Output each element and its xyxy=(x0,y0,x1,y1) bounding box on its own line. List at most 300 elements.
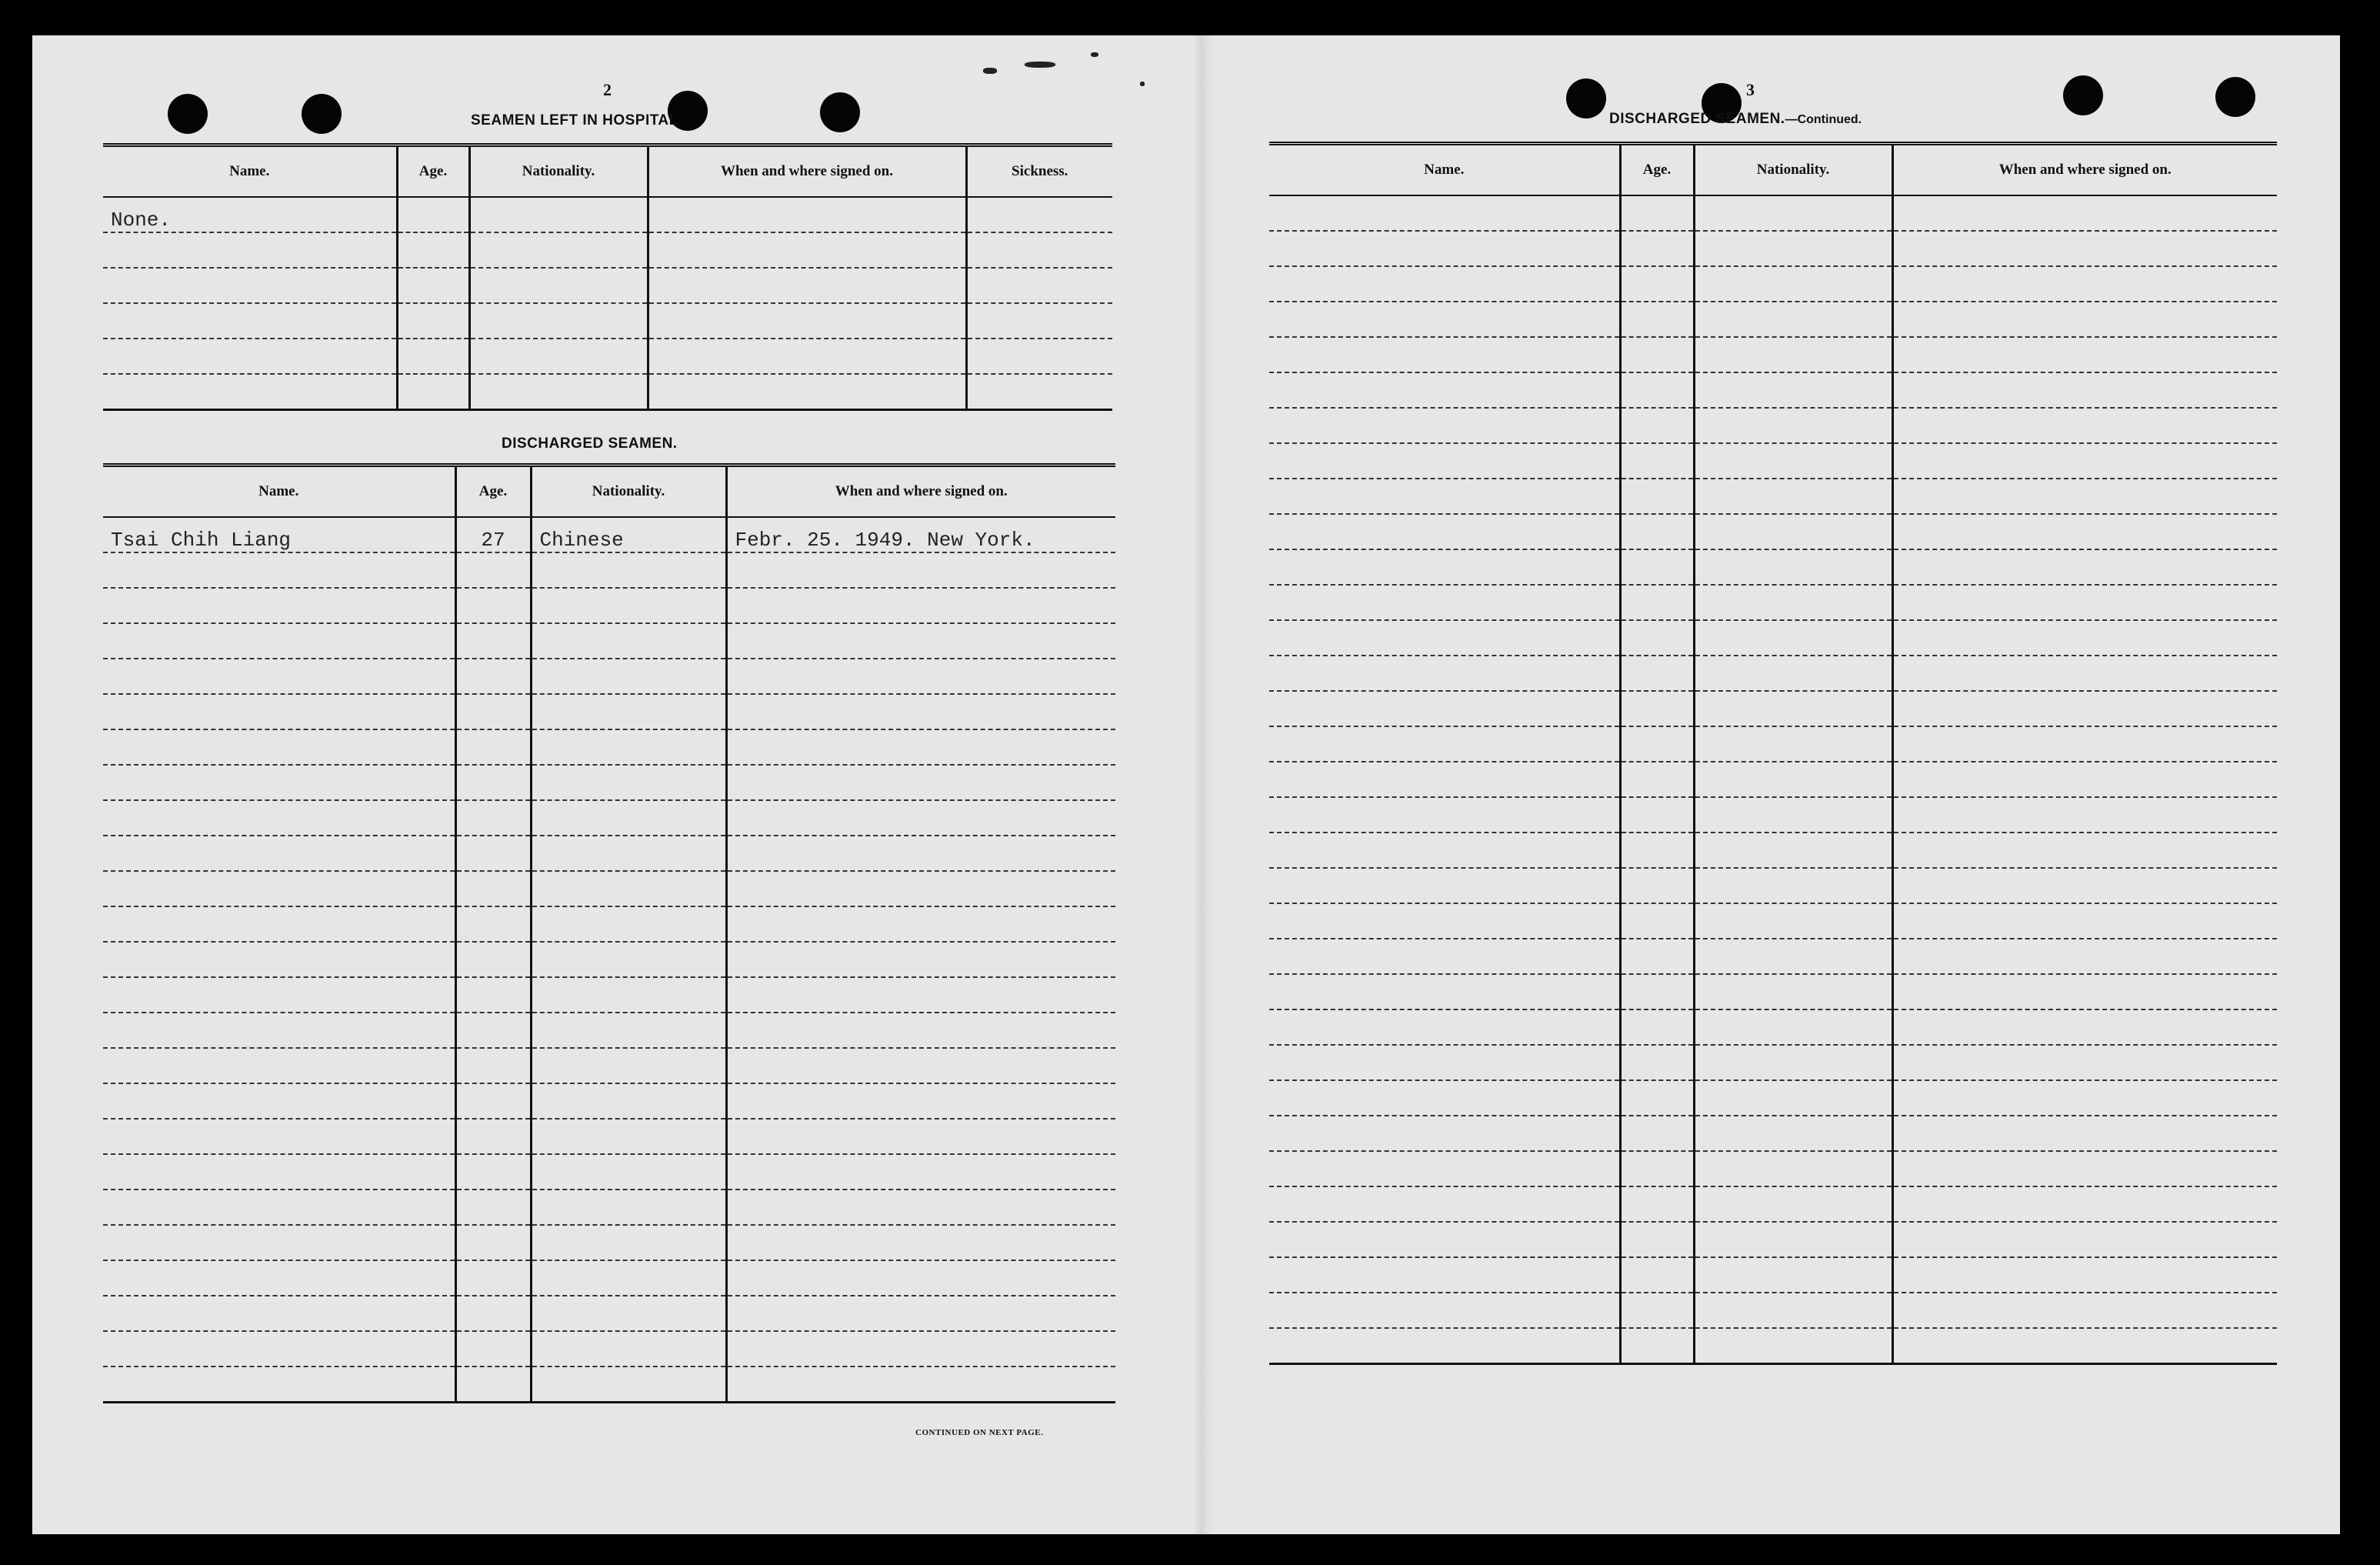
table-cell xyxy=(1892,337,2277,372)
table-cell xyxy=(1269,833,1620,868)
table-row xyxy=(103,268,1112,303)
hospital-table-header xyxy=(103,145,1112,198)
table-cell xyxy=(103,659,455,694)
table-cell xyxy=(1620,868,1694,903)
table-cell xyxy=(1620,443,1694,479)
table-cell xyxy=(103,1225,455,1260)
table-cell xyxy=(455,977,531,1013)
table-cell xyxy=(726,1190,1115,1225)
table-cell xyxy=(1694,549,1892,585)
table-cell xyxy=(1620,1080,1694,1116)
table-cell xyxy=(1694,1080,1892,1116)
table-cell xyxy=(455,588,531,623)
table-cell xyxy=(1269,443,1620,479)
column-header: Age. xyxy=(397,145,469,198)
table-cell xyxy=(648,303,966,339)
table-cell xyxy=(455,552,531,588)
binding-hole-icon xyxy=(820,92,860,132)
table-row xyxy=(1269,195,2277,231)
section-title-suffix: —Continued. xyxy=(1785,113,1862,126)
table-row xyxy=(103,552,1115,588)
table-cell xyxy=(1694,1186,1892,1222)
table-cell xyxy=(1269,762,1620,797)
table-cell xyxy=(726,1260,1115,1296)
table-cell xyxy=(726,1366,1115,1403)
table-row xyxy=(1269,479,2277,514)
table-cell xyxy=(455,765,531,800)
column-header: Nationality. xyxy=(531,465,726,518)
table-cell xyxy=(455,1225,531,1260)
table-cell xyxy=(103,232,397,268)
table-cell xyxy=(455,1119,531,1154)
table-cell xyxy=(1269,302,1620,337)
table-cell xyxy=(531,871,726,906)
table-cell xyxy=(1694,656,1892,691)
table-cell xyxy=(397,197,469,232)
table-cell xyxy=(726,659,1115,694)
hospital-section-title: SEAMEN LEFT IN HOSPITAL. xyxy=(471,112,683,128)
table-cell xyxy=(1620,479,1694,514)
table-row xyxy=(103,588,1115,623)
table-row xyxy=(103,197,1112,232)
table-row xyxy=(103,1190,1115,1225)
table-cell xyxy=(1620,1222,1694,1257)
table-row xyxy=(1269,656,2277,691)
table-row xyxy=(103,1260,1115,1296)
table-cell xyxy=(1620,656,1694,691)
table-cell xyxy=(1892,1186,2277,1222)
table-cell xyxy=(1892,1222,2277,1257)
table-cell xyxy=(1269,195,1620,231)
table-cell xyxy=(1694,372,1892,408)
table-cell xyxy=(531,942,726,977)
table-row xyxy=(103,977,1115,1013)
table-row xyxy=(1269,408,2277,443)
table-row xyxy=(103,1154,1115,1190)
table-row xyxy=(103,1119,1115,1154)
table-cell xyxy=(531,694,726,729)
table-cell xyxy=(103,871,455,906)
table-row xyxy=(1269,443,2277,479)
table-cell xyxy=(103,552,455,588)
table-cell xyxy=(103,1366,455,1403)
table-cell xyxy=(726,1154,1115,1190)
page-number: 2 xyxy=(603,80,612,99)
table-row xyxy=(103,1331,1115,1366)
table-row xyxy=(1269,797,2277,833)
table-cell xyxy=(103,268,397,303)
table-cell xyxy=(1892,620,2277,656)
table-cell xyxy=(531,1296,726,1331)
table-cell xyxy=(1269,797,1620,833)
table-cell xyxy=(1620,974,1694,1009)
table-row xyxy=(103,374,1112,410)
table-cell xyxy=(726,623,1115,659)
table-row xyxy=(1269,726,2277,762)
column-header: When and where signed on. xyxy=(1892,144,2277,196)
table-cell xyxy=(103,1083,455,1119)
table-row xyxy=(103,659,1115,694)
table-cell xyxy=(1892,691,2277,726)
table-cell xyxy=(1269,1151,1620,1186)
table-cell xyxy=(531,906,726,942)
table-row xyxy=(1269,514,2277,549)
table-cell xyxy=(1694,939,1892,974)
table-cell xyxy=(1694,903,1892,939)
table-row xyxy=(1269,337,2277,372)
table-row xyxy=(1269,549,2277,585)
table-cell xyxy=(1892,231,2277,266)
table-cell xyxy=(966,232,1112,268)
table-cell xyxy=(648,374,966,410)
left-page xyxy=(32,35,1202,1534)
table-cell xyxy=(1269,620,1620,656)
binding-hole-icon xyxy=(2215,77,2255,117)
table-cell xyxy=(726,694,1115,729)
table-cell xyxy=(1269,903,1620,939)
table-cell xyxy=(966,268,1112,303)
table-row xyxy=(1269,1116,2277,1151)
table-cell xyxy=(1269,1328,1620,1364)
table-cell xyxy=(103,1048,455,1083)
section-title-text: DISCHARGED SEAMEN. xyxy=(1609,111,1785,127)
table-cell xyxy=(1620,302,1694,337)
table-cell xyxy=(1620,833,1694,868)
table-cell xyxy=(1620,1045,1694,1080)
hospital-table xyxy=(103,143,1112,411)
table-cell xyxy=(1694,833,1892,868)
table-cell xyxy=(726,1083,1115,1119)
table-row xyxy=(103,1296,1115,1331)
table-row xyxy=(103,1013,1115,1048)
table-row xyxy=(1269,231,2277,266)
table-cell xyxy=(726,552,1115,588)
table-cell xyxy=(1269,337,1620,372)
table-cell xyxy=(1620,549,1694,585)
table-cell xyxy=(1269,974,1620,1009)
table-cell xyxy=(1269,1009,1620,1045)
table-row xyxy=(103,765,1115,800)
table-cell xyxy=(1694,726,1892,762)
table-cell xyxy=(469,197,648,232)
table-cell xyxy=(1620,797,1694,833)
table-cell xyxy=(1892,868,2277,903)
table-cell xyxy=(469,303,648,339)
table-cell xyxy=(455,1013,531,1048)
table-cell xyxy=(455,942,531,977)
table-cell xyxy=(469,374,648,410)
table-cell xyxy=(1620,691,1694,726)
table-cell xyxy=(1892,762,2277,797)
table-cell xyxy=(455,694,531,729)
table-row xyxy=(103,623,1115,659)
table-row xyxy=(103,1048,1115,1083)
table-cell xyxy=(103,694,455,729)
table-cell xyxy=(726,1013,1115,1048)
table-cell xyxy=(1892,302,2277,337)
table-cell xyxy=(469,268,648,303)
table-cell xyxy=(1694,585,1892,620)
table-cell xyxy=(1892,797,2277,833)
table-cell xyxy=(455,1154,531,1190)
table-cell xyxy=(397,303,469,339)
table-cell xyxy=(531,623,726,659)
table-cell xyxy=(1892,549,2277,585)
table-cell: None. xyxy=(103,197,397,232)
table-cell xyxy=(1269,479,1620,514)
table-cell xyxy=(726,977,1115,1013)
table-cell xyxy=(1269,1080,1620,1116)
page-number: 3 xyxy=(1746,80,1755,99)
column-header: Age. xyxy=(455,465,531,518)
table-row xyxy=(1269,266,2277,302)
table-cell xyxy=(1269,372,1620,408)
table-cell xyxy=(103,1190,455,1225)
table-cell xyxy=(1892,408,2277,443)
table-cell xyxy=(103,977,455,1013)
table-cell xyxy=(726,1225,1115,1260)
table-cell xyxy=(455,800,531,836)
scan-speck xyxy=(983,68,997,74)
table-row xyxy=(103,1225,1115,1260)
table-cell xyxy=(531,1119,726,1154)
table-row xyxy=(1269,1222,2277,1257)
table-cell xyxy=(103,588,455,623)
table-cell xyxy=(103,1331,455,1366)
table-row xyxy=(1269,903,2277,939)
table-row xyxy=(103,339,1112,374)
discharged-section-title: DISCHARGED SEAMEN. xyxy=(502,435,678,452)
table-cell xyxy=(455,836,531,871)
table-cell xyxy=(1694,620,1892,656)
table-cell xyxy=(1694,1151,1892,1186)
table-cell xyxy=(531,588,726,623)
table-cell: 27 xyxy=(455,517,531,552)
table-cell xyxy=(455,729,531,765)
table-row xyxy=(103,517,1115,552)
table-cell xyxy=(1620,1186,1694,1222)
table-cell xyxy=(455,1083,531,1119)
table-row xyxy=(1269,1080,2277,1116)
table-cell xyxy=(469,339,648,374)
table-cell xyxy=(1892,372,2277,408)
table-cell xyxy=(1694,974,1892,1009)
table-cell xyxy=(1892,656,2277,691)
table-cell xyxy=(455,659,531,694)
table-cell xyxy=(1892,479,2277,514)
table-cell xyxy=(1694,868,1892,903)
table-row xyxy=(103,906,1115,942)
table-cell xyxy=(103,765,455,800)
table-cell xyxy=(726,1119,1115,1154)
table-cell xyxy=(1269,1186,1620,1222)
table-cell xyxy=(1269,585,1620,620)
table-row xyxy=(1269,833,2277,868)
table-row xyxy=(1269,868,2277,903)
table-cell xyxy=(726,588,1115,623)
table-cell xyxy=(103,623,455,659)
table-cell xyxy=(531,836,726,871)
table-cell xyxy=(648,197,966,232)
table-cell xyxy=(726,765,1115,800)
table-cell xyxy=(455,1260,531,1296)
column-header: Nationality. xyxy=(1694,144,1892,196)
table-cell xyxy=(103,836,455,871)
table-row xyxy=(1269,620,2277,656)
column-header: Nationality. xyxy=(469,145,648,198)
table-cell xyxy=(531,552,726,588)
table-cell xyxy=(1269,1257,1620,1293)
table-cell xyxy=(648,268,966,303)
table-cell xyxy=(1694,1222,1892,1257)
table-cell xyxy=(1694,266,1892,302)
table-cell xyxy=(455,1296,531,1331)
right-page xyxy=(1202,35,2340,1534)
table-cell xyxy=(966,303,1112,339)
table-cell xyxy=(1694,691,1892,726)
table-cell xyxy=(397,374,469,410)
table-cell xyxy=(1620,514,1694,549)
table-cell xyxy=(103,303,397,339)
table-cell xyxy=(1269,1222,1620,1257)
table-cell xyxy=(648,232,966,268)
table-cell xyxy=(1269,726,1620,762)
discharged-table-header xyxy=(103,465,1115,518)
table-cell xyxy=(1892,1009,2277,1045)
table-cell xyxy=(1620,1293,1694,1328)
discharged-continued-table xyxy=(1269,142,2277,1365)
binding-hole-icon xyxy=(2063,75,2103,115)
table-cell xyxy=(1269,691,1620,726)
table-cell xyxy=(531,800,726,836)
table-cell xyxy=(1620,762,1694,797)
table-cell xyxy=(103,1013,455,1048)
table-cell xyxy=(1892,1151,2277,1186)
table-cell xyxy=(1892,1116,2277,1151)
table-cell xyxy=(531,1048,726,1083)
table-cell xyxy=(103,374,397,410)
table-cell xyxy=(1620,372,1694,408)
table-cell xyxy=(103,1296,455,1331)
table-row xyxy=(103,836,1115,871)
scan-speck xyxy=(1140,82,1145,86)
table-cell xyxy=(103,729,455,765)
table-cell xyxy=(966,339,1112,374)
continued-table-header xyxy=(1269,144,2277,196)
table-row xyxy=(1269,1151,2277,1186)
table-cell xyxy=(1694,195,1892,231)
table-cell xyxy=(1892,1257,2277,1293)
table-cell xyxy=(726,1331,1115,1366)
table-cell xyxy=(1892,1045,2277,1080)
table-cell xyxy=(531,729,726,765)
scan-speck xyxy=(1091,52,1098,57)
table-cell xyxy=(1694,1009,1892,1045)
column-header: Name. xyxy=(103,465,455,518)
table-cell xyxy=(726,906,1115,942)
table-cell xyxy=(531,1190,726,1225)
table-cell xyxy=(1620,1328,1694,1364)
table-cell xyxy=(1694,797,1892,833)
table-cell xyxy=(455,906,531,942)
table-cell xyxy=(1694,408,1892,443)
table-cell xyxy=(1694,1257,1892,1293)
table-row xyxy=(1269,585,2277,620)
table-row xyxy=(1269,372,2277,408)
table-row xyxy=(1269,1293,2277,1328)
table-row xyxy=(1269,1186,2277,1222)
table-cell xyxy=(103,1260,455,1296)
table-cell xyxy=(1892,903,2277,939)
table-cell xyxy=(1892,1328,2277,1364)
table-cell xyxy=(455,623,531,659)
table-cell xyxy=(648,339,966,374)
table-cell xyxy=(1269,868,1620,903)
table-cell xyxy=(1269,1045,1620,1080)
table-cell xyxy=(455,1190,531,1225)
table-cell xyxy=(1892,195,2277,231)
discharged-table xyxy=(103,463,1115,1403)
table-row xyxy=(1269,691,2277,726)
table-cell xyxy=(1694,231,1892,266)
table-cell xyxy=(1620,620,1694,656)
table-cell xyxy=(726,942,1115,977)
table-cell xyxy=(531,1225,726,1260)
table-cell xyxy=(1694,1293,1892,1328)
table-cell xyxy=(455,1366,531,1403)
table-cell xyxy=(1694,514,1892,549)
table-cell xyxy=(726,1048,1115,1083)
table-cell xyxy=(1892,939,2277,974)
table-cell xyxy=(1892,833,2277,868)
table-cell xyxy=(397,232,469,268)
table-cell xyxy=(103,800,455,836)
table-cell xyxy=(1620,1116,1694,1151)
table-cell xyxy=(1892,1293,2277,1328)
ledger-spread xyxy=(32,35,2340,1534)
binding-hole-icon xyxy=(1566,78,1606,118)
table-row xyxy=(103,800,1115,836)
table-cell xyxy=(1620,195,1694,231)
table-cell xyxy=(1620,337,1694,372)
table-row xyxy=(1269,1257,2277,1293)
table-cell xyxy=(1269,1116,1620,1151)
binding-hole-icon xyxy=(302,94,342,134)
discharged-continued-title xyxy=(1609,111,1862,128)
table-cell xyxy=(1620,408,1694,443)
table-cell xyxy=(1892,443,2277,479)
table-cell xyxy=(726,729,1115,765)
table-row xyxy=(103,1083,1115,1119)
scan-speck xyxy=(1025,62,1055,68)
table-cell xyxy=(455,1048,531,1083)
table-cell xyxy=(1694,762,1892,797)
table-cell xyxy=(1269,514,1620,549)
column-header: Age. xyxy=(1620,144,1694,196)
table-cell xyxy=(455,1331,531,1366)
table-cell xyxy=(1694,443,1892,479)
table-cell xyxy=(103,339,397,374)
table-cell xyxy=(469,232,648,268)
table-cell xyxy=(455,871,531,906)
table-cell xyxy=(1694,1328,1892,1364)
table-cell xyxy=(1694,1045,1892,1080)
column-header: When and where signed on. xyxy=(648,145,966,198)
table-row xyxy=(1269,302,2277,337)
table-cell xyxy=(103,1154,455,1190)
table-row xyxy=(1269,762,2277,797)
table-cell xyxy=(531,1083,726,1119)
